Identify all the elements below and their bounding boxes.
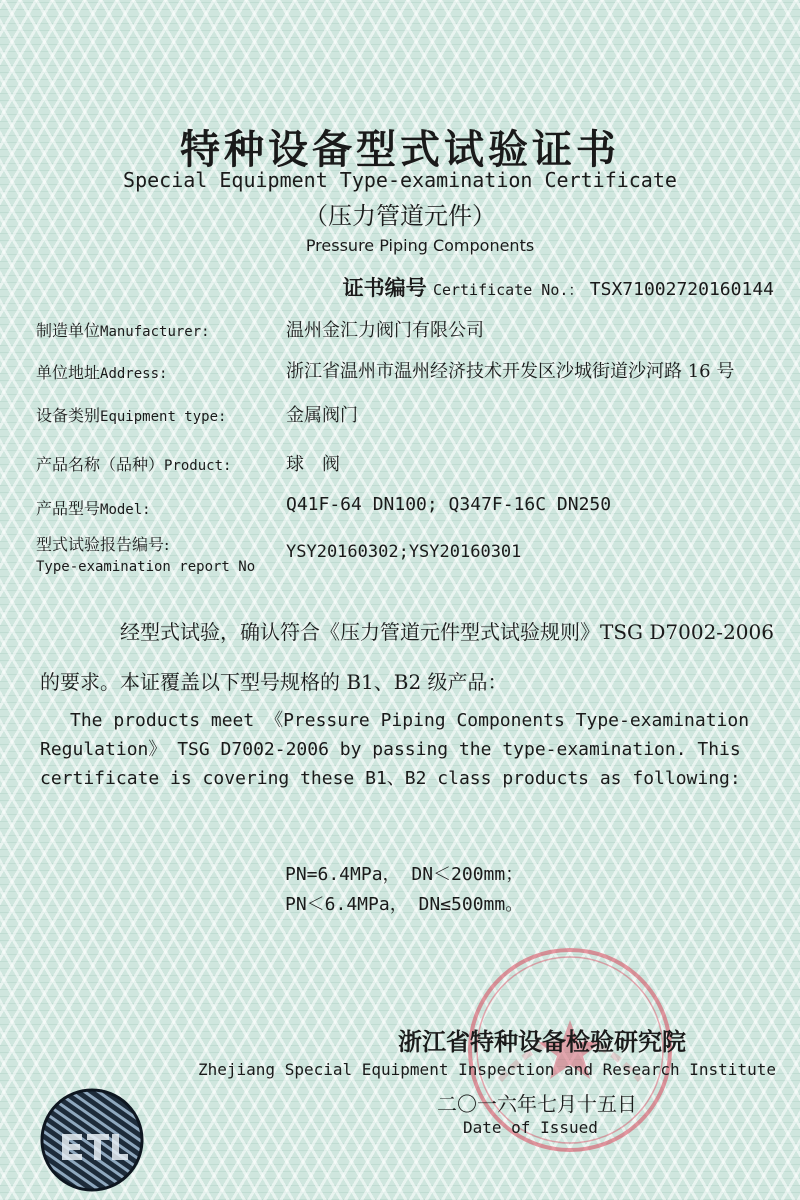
equipment-type-value: 金属阀门 [286,405,358,426]
product-label [36,452,231,475]
spec-line1: PN=6.4MPa， DN＜200mm； [285,864,524,885]
model-label-cn: 产品型号 [36,499,101,518]
statement-cn-line2: 的要求。本证覆盖以下型号规格的 B1、B2 级产品： [40,670,508,694]
certificate-title-en: Special Equipment Type-examination Certificate [123,168,677,192]
cert-no-value: TSX71002720160144 [589,279,774,300]
report-no-value: YSY20160302;YSY20160301 [286,542,522,562]
manufacturer-label [36,318,210,341]
address-label-en: Address: [100,366,168,382]
issuer-name-en: Zhejiang Special Equipment Inspection and Research Institute [198,1060,776,1079]
model-value: Q41F-64 DN100; Q347F-16C DN250 [286,494,612,515]
statement-cn-line1: 经型式试验，确认符合《压力管道元件型式试验规则》TSG D7002-2006 [120,620,774,644]
equipment-type-label-en: Equipment type: [100,409,227,425]
spec-line2: PN＜6.4MPa， DN≤500mm。 [285,894,524,915]
manufacturer-label-cn: 制造单位 [36,321,101,340]
address-label [36,360,167,383]
address-value: 浙江省温州市温州经济技术开发区沙城街道沙河路 16 号 [286,361,735,382]
manufacturer-value: 温州金汇力阀门有限公司 [286,320,484,341]
cert-no-label-cn: 证书编号 [342,275,427,300]
anti-counterfeit-emblem-icon [40,1088,144,1192]
product-label-cn: 产品名称（品种） [36,455,165,474]
certificate-subtitle-cn: （压力管道元件） [304,202,496,230]
certificate-number [343,272,774,302]
issuer-name-cn: 浙江省特种设备检验研究院 [398,1027,686,1056]
report-no-label-cn: 型式试验报告编号: [36,535,170,554]
report-no-label-en-wrap [36,556,255,575]
model-label-en: Model: [100,502,151,518]
cert-no-label-en: Certificate No.： [432,281,584,299]
issue-date-label-en: Date of Issued [463,1118,598,1137]
certificate-title-cn: 特种设备型式试验证书 [180,126,620,173]
address-label-cn: 单位地址 [36,363,101,382]
equipment-type-label [36,403,226,426]
product-label-en: Product: [164,458,232,474]
report-no-label-en: Type-examination report No [36,559,256,575]
model-label [36,496,151,519]
manufacturer-label-en: Manufacturer: [100,324,210,340]
statement-en: The products meet 《Pressure Piping Components Type-examination Regulation》 TSG D7002-2006 by passing the type-examination. This certificate is covering these B1、B2 class products as following: [40,710,750,789]
issue-date-cn: 二〇一六年七月十五日 [437,1092,637,1116]
product-value: 球 阀 [286,454,340,475]
certificate-subtitle-en: Pressure Piping Components [305,236,535,255]
equipment-type-label-cn: 设备类别 [36,406,101,425]
